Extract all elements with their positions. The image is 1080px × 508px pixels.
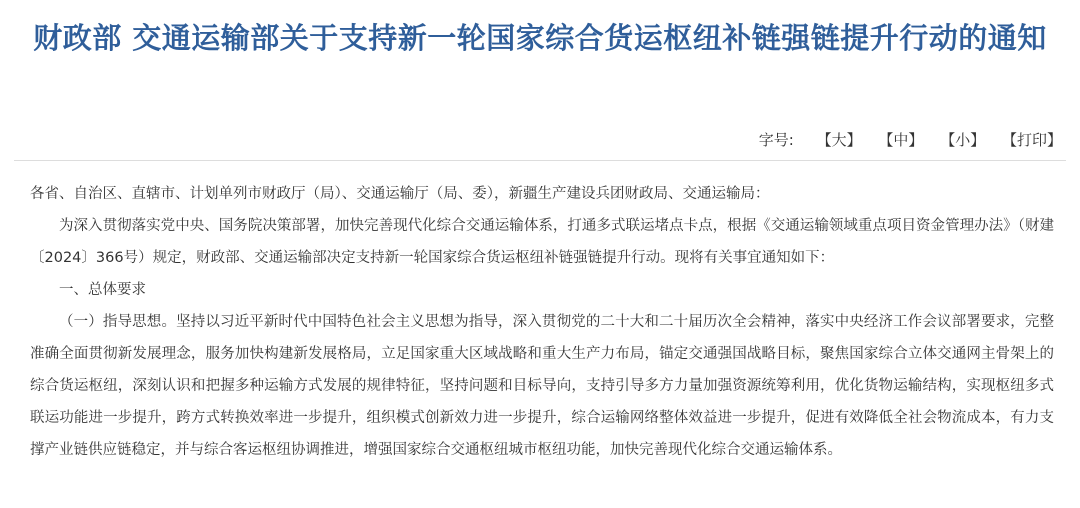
- font-large-button[interactable]: 【大】: [816, 131, 862, 149]
- document-title: 财政部 交通运输部关于支持新一轮国家综合货运枢纽补链强链提升行动的通知: [33, 21, 1047, 55]
- font-small-button[interactable]: 【小】: [940, 131, 986, 149]
- font-medium-button[interactable]: 【中】: [878, 131, 924, 149]
- document-body: [30, 178, 1054, 466]
- font-size-toolbar: [759, 129, 1062, 150]
- intro-paragraph: 为深入贯彻落实党中央、国务院决策部署，加快完善现代化综合交通运输体系，打通多式联运堵点卡点，根据《交通运输领域重点项目资金管理办法》（财建〔2024〕366号）规定，财政部、交通运输部决定支持新一轮国家综合货运枢纽补链强链提升行动。现将有关事宜通知如下：: [30, 218, 1054, 266]
- salutation: 各省、自治区、直辖市、计划单列市财政厅（局）、交通运输厅（局、委），新疆生产建设兵团财政局、交通运输局：: [30, 186, 770, 202]
- font-size-label: 字号:: [758, 131, 794, 149]
- print-button[interactable]: 【打印】: [1001, 131, 1062, 149]
- guiding-principle-paragraph: （一）指导思想。坚持以习近平新时代中国特色社会主义思想为指导，深入贯彻党的二十大和二十届历次全会精神，落实中央经济工作会议部署要求，完整准确全面贯彻新发展理念，服务加快构建新发展格局，立足国家重大区域战略和重大生产力布局，锚定交通强国战略目标，聚焦国家综合立体交通网主骨架上的综合货运枢纽，深刻认识和把握多种运输方式发展的规律特征，坚持问题和目标导向，支持引导多方力量加强资源统筹利用，优化货物运输结构，实现枢纽多式联运功能进一步提升，跨方式转换效率进一步提升，组织模式创新效力进一步提升，综合运输网络整体效益进一步提升，促进有效降低全社会物流成本，有力支撑产业链供应链稳定，并与综合客运枢纽协调推进，增强国家综合交通枢纽城市枢纽功能，加快完善现代化综合交通运输体系。: [30, 314, 1054, 458]
- title-divider: [14, 160, 1066, 161]
- section-heading: 一、总体要求: [59, 282, 146, 298]
